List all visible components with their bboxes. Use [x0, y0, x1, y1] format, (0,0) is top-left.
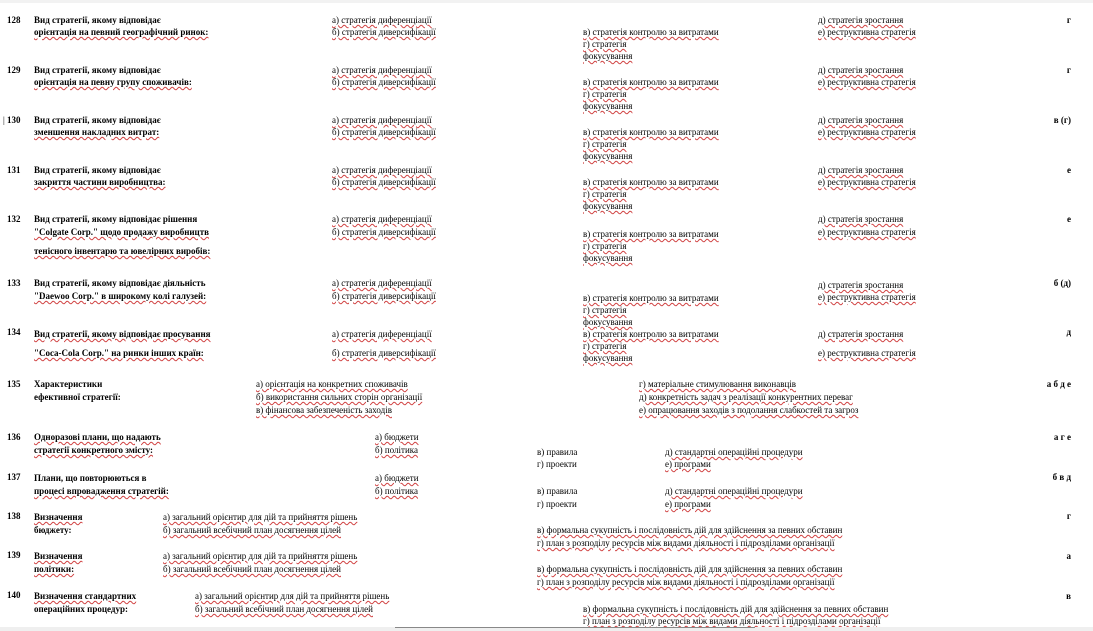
option-e: е) програми [665, 459, 711, 469]
question-text: Визначення стандартних [34, 591, 137, 601]
option-d: д) стратегія зростання [818, 165, 904, 175]
question-text: Вид стратегії, якому відповідає рішення [34, 214, 198, 224]
option-g: г) стратегія [583, 305, 627, 315]
option-e: е) реструктивна стратегія [818, 292, 916, 302]
option-e: е) опрацювання заходів з подолання слабкостей та загроз [639, 405, 859, 415]
question-number: 138 [7, 511, 21, 521]
option-a: а) стратегія диференціації [332, 329, 432, 339]
question-text: процесі впровадження стратегій: [34, 486, 169, 496]
option-g: г) план з розподілу ресурсів між видами діяльності і підрозділами організації [583, 616, 881, 626]
question-text: "Coca-Cola Corp." на ринки інших країн: [34, 348, 204, 358]
option-v: в) правила [537, 447, 578, 457]
question-number: 131 [7, 165, 21, 175]
question-text: ефективної стратегії: [34, 392, 121, 402]
question-number: 136 [7, 432, 21, 442]
option-d: д) стратегія зростання [818, 115, 904, 125]
question-number: 135 [7, 379, 21, 389]
option-g: г) проекти [537, 499, 577, 509]
option-v: в) стратегія контролю за витратами [583, 27, 719, 37]
answer: а б д е [1046, 379, 1071, 389]
question-text: Вид стратегії, якому відповідає [34, 15, 161, 25]
option-v: в) формальна сукупність і послідовність дій для здійснення за певних обставин [583, 604, 889, 614]
option-g: г) стратегія [583, 139, 627, 149]
option-b: б) загальний всебічний план досягнення цілей [195, 604, 373, 614]
bottom-divider [395, 627, 755, 628]
option-e: е) реструктивна стратегія [818, 227, 916, 237]
option-g: г) проекти [537, 459, 577, 469]
question-number: 140 [7, 590, 21, 600]
option-g: г) стратегія [583, 341, 627, 351]
answer: д [1066, 327, 1071, 337]
answer: г [1066, 65, 1071, 75]
option-v: в) стратегія контролю за витратами [583, 177, 719, 187]
answer: г [1066, 15, 1071, 25]
option-b: б) стратегія диверсифікації [332, 227, 436, 237]
option-v: в) стратегія контролю за витратами [583, 77, 719, 87]
option-g-cont: фокусування [583, 253, 633, 263]
option-b: б) стратегія диверсифікації [332, 27, 436, 37]
option-b: б) стратегія диверсифікації [332, 177, 436, 187]
question-text: "Daewoo Corp." в широкому колі галузей: [34, 291, 207, 301]
question-number: 134 [7, 327, 21, 337]
answer: б (д) [1053, 278, 1071, 288]
option-v: в) формальна сукупність і послідовність дій для здійснення за певних обставин [537, 525, 843, 535]
option-v: в) правила [537, 486, 578, 496]
option-d: д) стратегія зростання [818, 65, 904, 75]
option-b: б) політика [375, 445, 418, 455]
question-text: Вид стратегії, якому відповідає [34, 165, 161, 175]
option-v: в) стратегія контролю за витратами [583, 229, 719, 239]
question-number: 133 [7, 278, 21, 288]
option-a: а) орієнтація на конкретних споживачів [256, 379, 408, 389]
question-text: Одноразові плани, що надають [34, 432, 161, 442]
option-b: б) стратегія диверсифікації [332, 291, 436, 301]
text-cursor: | [3, 115, 5, 125]
option-e: е) реструктивна стратегія [818, 348, 916, 358]
question-number: 137 [7, 472, 21, 482]
option-v: в) стратегія контролю за витратами [583, 329, 719, 339]
option-b: б) стратегія диверсифікації [332, 77, 436, 87]
option-g-cont: фокусування [583, 101, 633, 111]
option-v: в) стратегія контролю за витратами [583, 293, 719, 303]
answer: а г е [1053, 432, 1071, 442]
answer: в [1066, 591, 1071, 601]
option-v: в) формальна сукупність і послідовність дій для здійснення за певних обставин [537, 564, 843, 574]
question-text: бюджету: [34, 525, 72, 535]
question-text: Вид стратегії, якому відповідає просування [34, 329, 211, 339]
option-a: а) бюджети [375, 432, 419, 442]
question-text: зменшення накладних витрат: [34, 127, 160, 137]
option-g: г) стратегія [583, 39, 627, 49]
question-number: 128 [7, 15, 21, 25]
question-text: політики: [34, 564, 75, 574]
question-text: "Colgate Corp." щодо продажу виробництв [34, 227, 210, 237]
option-d: д) стратегія зростання [818, 214, 904, 224]
option-a: а) стратегія диференціації [332, 165, 432, 175]
option-a: а) стратегія диференціації [332, 115, 432, 125]
option-g-cont: фокусування [583, 151, 633, 161]
option-a: а) стратегія диференціації [332, 15, 432, 25]
option-d: д) стратегія зростання [818, 329, 904, 339]
option-b: б) загальний всебічний план досягнення цілей [163, 525, 341, 535]
option-g: г) стратегія [583, 89, 627, 99]
question-text: Визначення [34, 551, 83, 561]
option-b: б) політика [375, 486, 418, 496]
option-g: г) стратегія [583, 189, 627, 199]
option-a: а) загальний орієнтир для дій та прийняття рішень [163, 551, 358, 561]
option-b: б) використання сильних сторін організації [256, 392, 423, 402]
option-e: е) реструктивна стратегія [818, 177, 916, 187]
answer: е [1067, 214, 1071, 224]
option-d: д) стратегія зростання [818, 280, 904, 290]
option-a: а) загальний орієнтир для дій та прийняття рішень [163, 512, 358, 522]
question-text: закриття частини виробництва: [34, 177, 166, 187]
option-a: а) стратегія диференціації [332, 65, 432, 75]
top-strip [0, 0, 1093, 3]
option-b: б) загальний всебічний план досягнення цілей [163, 564, 341, 574]
question-text: Вид стратегії, якому відповідає [34, 65, 161, 75]
option-e: е) реструктивна стратегія [818, 127, 916, 137]
question-number: 130 [7, 115, 21, 125]
option-d: д) конкретність задач з реалізації конкурентних переваг [639, 392, 853, 402]
option-g-cont: фокусування [583, 317, 633, 327]
option-v: в) фінансова забезпеченість заходів [256, 405, 392, 415]
question-number: 132 [7, 214, 21, 224]
option-b: б) стратегія диверсифікації [332, 348, 436, 358]
option-g-cont: фокусування [583, 353, 633, 363]
answer: г [1066, 511, 1071, 521]
answer: б в д [1052, 472, 1071, 482]
option-g-cont: фокусування [583, 201, 633, 211]
option-v: в) стратегія контролю за витратами [583, 127, 719, 137]
answer: а [1066, 551, 1071, 561]
question-number: 139 [7, 550, 21, 560]
option-e: е) реструктивна стратегія [818, 77, 916, 87]
option-d: д) стратегія зростання [818, 15, 904, 25]
option-d: д) стандартні операційні процедури [665, 447, 803, 457]
question-number: 129 [7, 65, 21, 75]
option-g: г) план з розподілу ресурсів між видами діяльності і підрозділами організації [537, 577, 835, 587]
option-g: г) матеріальне стимулювання виконавців [639, 379, 797, 389]
option-e: е) реструктивна стратегія [818, 27, 916, 37]
option-a: а) стратегія диференціації [332, 214, 432, 224]
question-text: тенісного інвентарю та ювелірних виробів: [34, 246, 211, 256]
answer: в (г) [1053, 115, 1071, 125]
question-text: стратегії конкретного змісту: [34, 445, 154, 455]
option-g: г) стратегія [583, 241, 627, 251]
question-text: Вид стратегії, якому відповідає [34, 115, 161, 125]
option-e: е) програми [665, 499, 711, 509]
option-b: б) стратегія диверсифікації [332, 127, 436, 137]
question-text: операційних процедур: [34, 604, 128, 614]
option-a: а) стратегія диференціації [332, 278, 432, 288]
option-d: д) стандартні операційні процедури [665, 486, 803, 496]
question-text: Вид стратегії, якому відповідає діяльність [34, 278, 206, 288]
question-text: Характеристики [34, 379, 103, 389]
question-text: Визначення [34, 512, 83, 522]
option-a: а) загальний орієнтир для дій та прийняття рішень [195, 591, 390, 601]
option-g-cont: фокусування [583, 51, 633, 61]
answer: е [1067, 165, 1071, 175]
option-g: г) план з розподілу ресурсів між видами діяльності і підрозділами організації [537, 538, 835, 548]
option-a: а) бюджети [375, 473, 419, 483]
question-text: Плани, що повторюються в [34, 473, 147, 483]
question-text: орієнтація на певний географічний ринок: [34, 27, 209, 37]
question-text: орієнтація на певну групу споживачів: [34, 77, 192, 87]
